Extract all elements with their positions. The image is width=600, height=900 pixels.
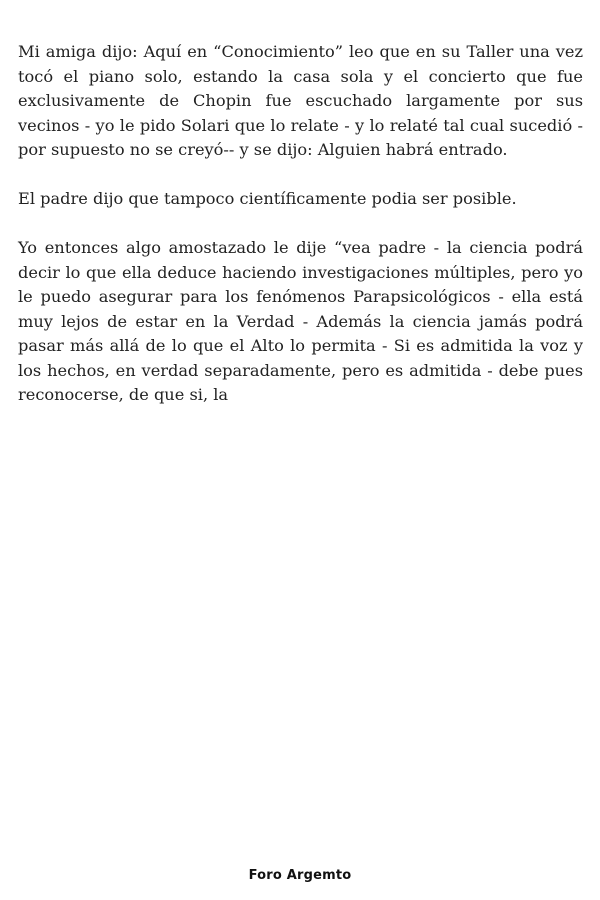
paragraph-2: El padre dijo que tampoco científicamente podia ser posible. (18, 189, 517, 208)
page-footer: Foro Argemto (248, 868, 352, 883)
paragraph-3: Yo entonces algo amostazado le dije “vea padre - la ciencia podrá decir lo que ella deduce haciendo investigaciones múltiples, pero yo le puedo asegurar para los fenómenos Parapsicológicos - ella está muy lejos de estar en la Verdad - Además la ciencia jamás podrá pasar más allá de lo que el Alto lo permita - Si es admitida la voz y los hechos, en verdad separadamente, pero es admitida - debe pues reconocerse, de que si, la (18, 238, 583, 404)
body-text (18, 40, 583, 432)
paragraph-1: Mi amiga dijo: Aquí en “Conocimiento” leo que en su Taller una vez tocó el piano solo, estando la casa sola y el concierto que fue exclusivamente de Chopin fue escuchado largamente por sus vecinos - yo le pido Solari que lo relate - y lo relaté tal cual sucedió - por supuesto no se creyó-- y se dijo: Alguien habrá entrado. (18, 42, 583, 159)
